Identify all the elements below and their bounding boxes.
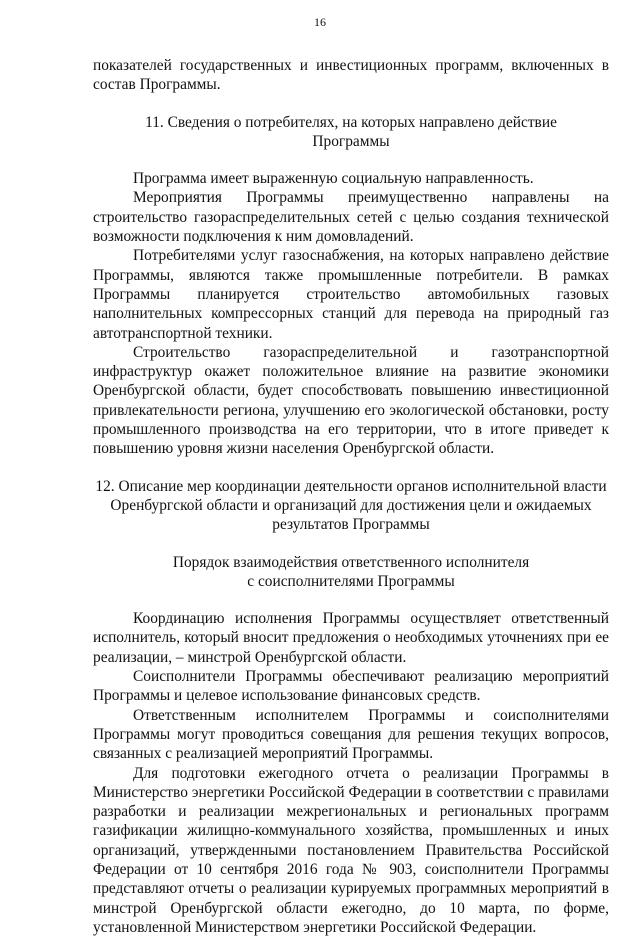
section-12-heading-line-2: Оренбургской области и организаций для достижения цели и ожидаемых <box>93 496 609 515</box>
section-12-subheading-line-1: Порядок взаимодействия ответственного исполнителя <box>93 553 609 572</box>
section-11-heading-line-1: 11. Сведения о потребителях, на которых направлено действие <box>93 113 609 132</box>
section-11-paragraph-2: Мероприятия Программы преимущественно направлены на строительство газораспределительных сетей с целью создания технической возможности подключения к ним домовладений. <box>93 188 609 246</box>
section-12-paragraph-2: Соисполнители Программы обеспечивают реализацию мероприятий Программы и целевое использование финансовых средств. <box>93 667 609 706</box>
section-11-heading <box>93 113 609 152</box>
section-12-paragraph-3: Ответственным исполнителем Программы и соисполнителями Программы могут проводиться совещания для решения текущих вопросов, связанных с реализацией мероприятий Программы. <box>93 706 609 764</box>
section-12-paragraph-4: Для подготовки ежегодного отчета о реализации Программы в Министерство энергетики Российской Федерации в соответствии с правилами разработки и реализации межрегиональных и региональных программ газификации жилищно-коммунального хозяйства, промышленных и иных организаций, утвержденными постановлением Правительства Российской Федерации от 10 сентября 2016 года № 903, соисполнители Программы представляют отчеты о реализации курируемых программных мероприятий в минстрой Оренбургской области ежегодно, до 10 марта, по форме, установленной Министерством энергетики Российской Федерации. <box>93 764 609 937</box>
section-12-heading <box>93 477 609 535</box>
section-11-paragraph-3: Потребителями услуг газоснабжения, на которых направлено действие Программы, являются также промышленные потребители. В рамках Программы планируется строительство автомобильных газовых наполнительных компрессорных станций для перевода на природный газ автотранспортной техники. <box>93 246 609 342</box>
section-11-heading-line-2: Программы <box>93 132 609 151</box>
page-number: 16 <box>0 15 640 30</box>
document-body <box>93 56 609 937</box>
section-12-heading-line-1: 12. Описание мер координации деятельности органов исполнительной власти <box>93 477 609 496</box>
section-11-paragraph-1: Программа имеет выраженную социальную направленность. <box>93 169 609 188</box>
section-12-subheading-line-2: с соисполнителями Программы <box>93 572 609 591</box>
intro-fragment-paragraph: показателей государственных и инвестиционных программ, включенных в состав Программы. <box>93 56 609 95</box>
section-12-heading-line-3: результатов Программы <box>93 515 609 534</box>
section-12-paragraph-1: Координацию исполнения Программы осуществляет ответственный исполнитель, который вносит предложения о необходимых уточнениях при ее реализации, – минстрой Оренбургской области. <box>93 609 609 667</box>
section-12-subheading <box>93 553 609 592</box>
section-11-paragraph-4: Строительство газораспределительной и газотранспортной инфраструктур окажет положительное влияние на развитие экономики Оренбургской области, будет способствовать повышению инвестиционной привлекательности региона, улучшению его экологической обстановки, росту промышленного производства на его территории, что в итоге приведет к повышению уровня жизни населения Оренбургской области. <box>93 343 609 459</box>
